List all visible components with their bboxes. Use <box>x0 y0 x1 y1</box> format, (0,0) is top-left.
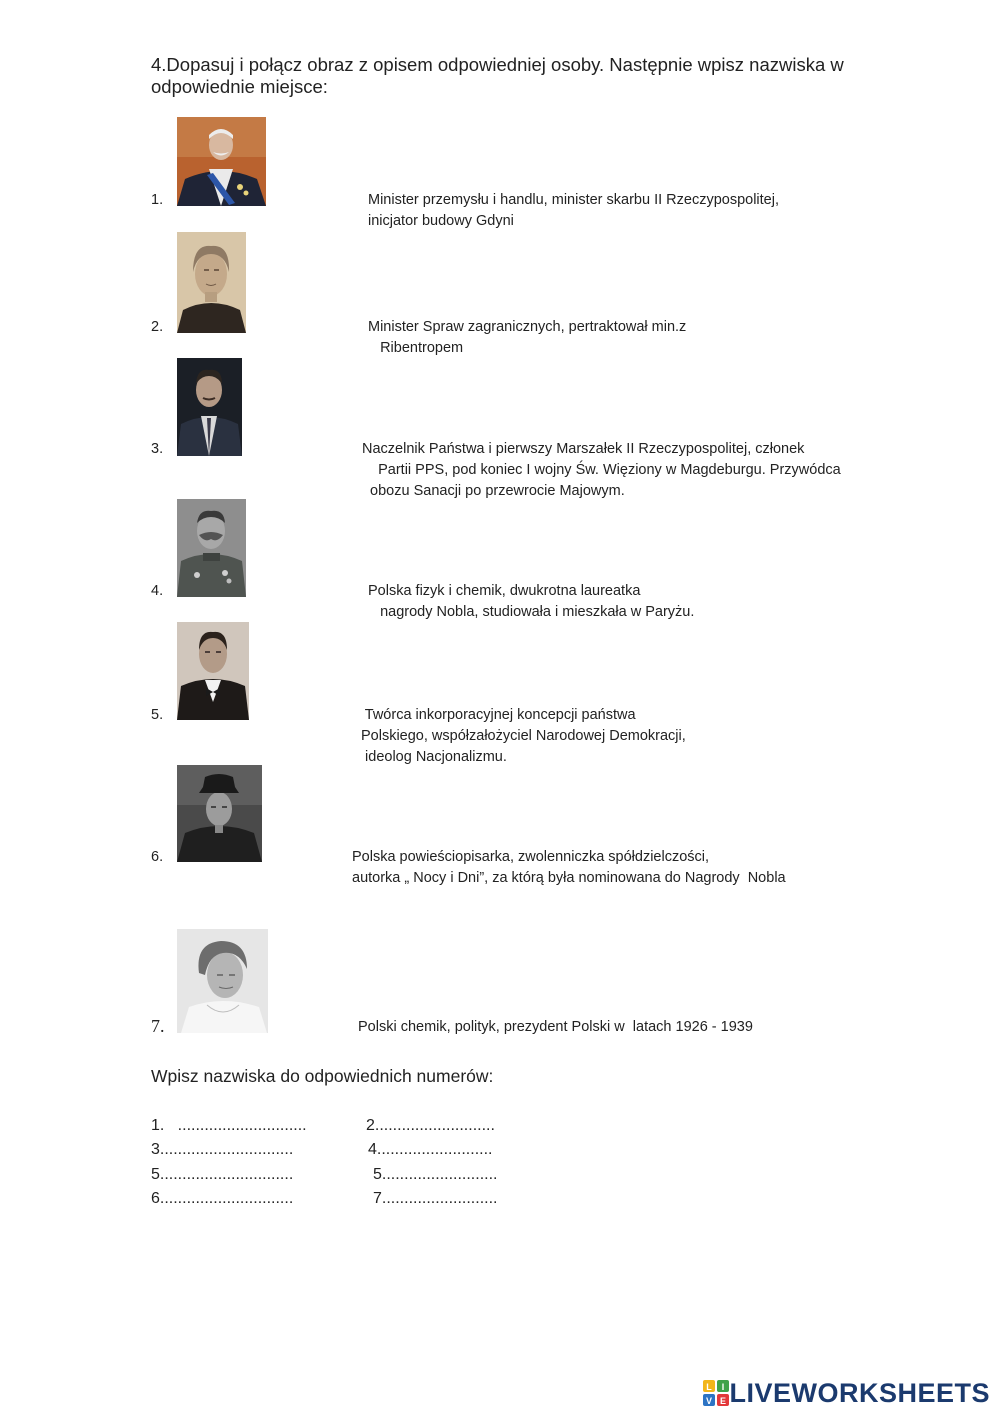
portrait-photo-5[interactable] <box>177 622 249 720</box>
item-description: Polska fizyk i chemik, dwukrotna laureatka nagrody Nobla, studiowała i mieszkała w Paryżu. <box>368 583 695 620</box>
item-number: 3. <box>151 441 164 457</box>
item-number: 7. <box>151 1016 165 1036</box>
item-description: Minister Spraw zagranicznych, pertraktował min.z Ribentropem <box>368 319 687 356</box>
answer-line-2[interactable]: 2........................... <box>366 1117 495 1134</box>
logo-text: LIVEWORKSHEETS <box>729 1377 990 1408</box>
portrait-photo-3[interactable] <box>177 358 242 456</box>
portrait-photo-1[interactable] <box>177 117 266 206</box>
portrait-photo-4[interactable] <box>177 499 246 597</box>
answers-heading: Wpisz nazwiska do odpowiednich numerów: <box>151 1066 494 1086</box>
answer-line-3[interactable]: 3.............................. <box>151 1141 294 1158</box>
item-description: Polski chemik, polityk, prezydent Polski w latach 1926 - 1939 <box>358 1019 753 1035</box>
answer-line-4[interactable]: 4.......................... <box>368 1141 493 1158</box>
item-number: 4. <box>151 583 164 599</box>
item-number: 1. <box>151 192 164 208</box>
liveworksheets-logo <box>703 1378 990 1408</box>
answer-line-5[interactable]: 5.............................. <box>151 1166 294 1183</box>
answer-line-6[interactable]: 6.............................. <box>151 1190 294 1207</box>
answer-line-7[interactable]: 7.......................... <box>373 1190 498 1207</box>
svg-text:L: L <box>706 1382 713 1392</box>
item-description: Twórca inkorporacyjnej koncepcji państwa Polskiego, współzałożyciel Narodowej Demokracji, ideolog Nacjonalizmu. <box>361 707 686 765</box>
liveworksheets-badge-icon <box>703 1380 729 1406</box>
portrait-photo-2[interactable] <box>177 232 246 333</box>
svg-text:I: I <box>722 1382 725 1392</box>
svg-text:V: V <box>706 1396 713 1406</box>
item-description: Minister przemysłu i handlu, minister skarbu II Rzeczypospolitej, inicjator budowy Gdyni <box>368 192 779 229</box>
item-number: 2. <box>151 319 164 335</box>
item-number: 5. <box>151 707 164 723</box>
answer-line-1[interactable]: 1. ............................. <box>151 1117 307 1134</box>
item-number: 6. <box>151 849 164 865</box>
portrait-photo-6[interactable] <box>177 765 262 862</box>
svg-text:E: E <box>720 1396 727 1406</box>
answer-line-5b[interactable]: 5.......................... <box>373 1166 498 1183</box>
exercise-instructions: 4.Dopasuj i połącz obraz z opisem odpowiedniej osoby. Następnie wpisz nazwiska w odpowiednie miejsce: <box>151 54 844 97</box>
item-description: Naczelnik Państwa i pierwszy Marszałek II Rzeczypospolitej, członek Partii PPS, pod koniec I wojny Św. Więziony w Magdeburgu. Przywódca obozu Sanacji po przewrocie Majowym. <box>362 441 841 499</box>
item-description: Polska powieściopisarka, zwolenniczka spółdzielczości, autorka „ Nocy i Dni”, za którą była nominowana do Nagrody Nobla <box>352 849 786 886</box>
portrait-photo-7[interactable] <box>177 929 268 1033</box>
